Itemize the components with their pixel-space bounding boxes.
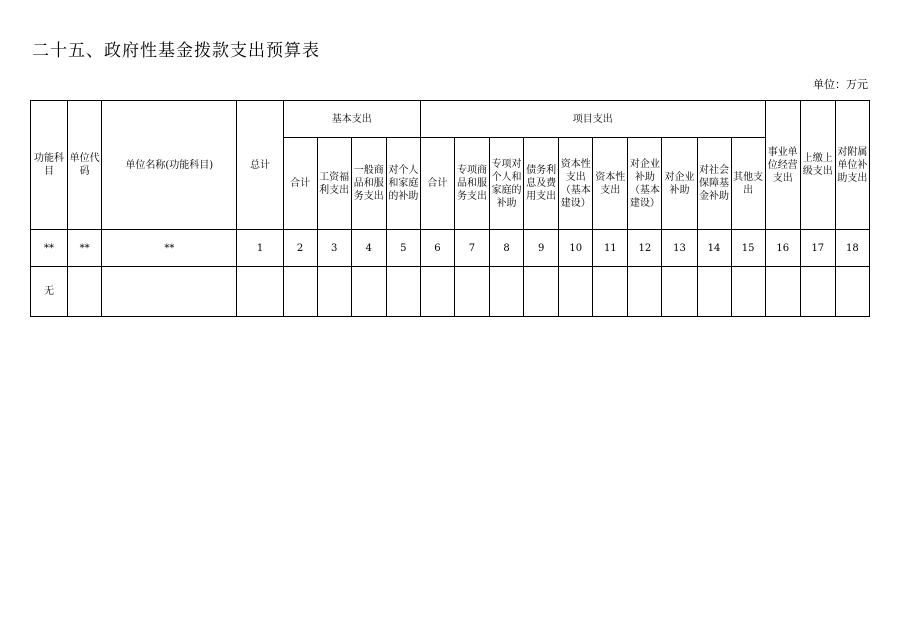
col-header-basic-personal: 对个人和家庭的补助	[386, 138, 420, 230]
data-cell	[765, 267, 800, 317]
index-cell: 17	[800, 230, 835, 267]
index-cell: 18	[835, 230, 869, 267]
index-cell: 15	[731, 230, 765, 267]
data-cell	[317, 267, 351, 317]
col-header-business: 事业单位经营支出	[765, 101, 800, 230]
data-cell	[351, 267, 386, 317]
index-cell: 16	[765, 230, 800, 267]
data-cell	[628, 267, 662, 317]
unit-label: 单位：万元	[813, 78, 868, 91]
col-header-project-goods: 专项商品和服务支出	[454, 138, 489, 230]
data-cell	[662, 267, 697, 317]
data-cell	[559, 267, 593, 317]
data-cell	[386, 267, 420, 317]
index-cell: 7	[454, 230, 489, 267]
data-cell: 无	[31, 267, 68, 317]
col-header-unit-code: 单位代码	[68, 101, 102, 230]
index-cell: 14	[697, 230, 731, 267]
index-cell: 13	[662, 230, 697, 267]
budget-table	[30, 100, 870, 317]
index-row	[31, 230, 870, 267]
index-cell: 9	[524, 230, 559, 267]
col-header-basic-salary: 工资福利支出	[317, 138, 351, 230]
page-title: 二十五、政府性基金拨款支出预算表	[32, 41, 320, 61]
data-cell	[697, 267, 731, 317]
index-cell: **	[102, 230, 237, 267]
data-cell	[454, 267, 489, 317]
group-header-basic: 基本支出	[283, 101, 420, 138]
col-header-project-debt: 债务利息及费用支出	[524, 138, 559, 230]
data-cell	[593, 267, 628, 317]
col-header-project-social-security: 对社会保障基金补助	[697, 138, 731, 230]
data-cell	[68, 267, 102, 317]
index-cell: 5	[386, 230, 420, 267]
index-cell: **	[31, 230, 68, 267]
data-cell	[237, 267, 283, 317]
data-cell	[490, 267, 524, 317]
data-cell	[102, 267, 237, 317]
col-header-basic-total: 合计	[283, 138, 317, 230]
col-header-project-capital: 资本性支出	[593, 138, 628, 230]
group-header-project: 项目支出	[420, 101, 765, 138]
index-cell: 4	[351, 230, 386, 267]
index-cell: 3	[317, 230, 351, 267]
col-header-project-enterprise-construction: 对企业补助（基本建设）	[628, 138, 662, 230]
data-cell	[420, 267, 454, 317]
data-cell	[524, 267, 559, 317]
index-cell: 11	[593, 230, 628, 267]
index-cell: 10	[559, 230, 593, 267]
col-header-basic-goods: 一般商品和服务支出	[351, 138, 386, 230]
data-cell	[283, 267, 317, 317]
col-header-unit-name: 单位名称(功能科目)	[102, 101, 237, 230]
col-header-total: 总计	[237, 101, 283, 230]
col-header-func-code: 功能科目	[31, 101, 68, 230]
data-cell	[800, 267, 835, 317]
col-header-project-enterprise: 对企业补助	[662, 138, 697, 230]
col-header-project-other: 其他支出	[731, 138, 765, 230]
index-cell: 1	[237, 230, 283, 267]
col-header-project-capital-construction: 资本性支出（基本建设）	[559, 138, 593, 230]
data-row	[31, 267, 870, 317]
index-cell: 6	[420, 230, 454, 267]
index-cell: 12	[628, 230, 662, 267]
data-cell	[835, 267, 869, 317]
col-header-project-personal: 专项对个人和家庭的补助	[490, 138, 524, 230]
col-header-upper: 上缴上级支出	[800, 101, 835, 230]
col-header-subsidy: 对附属单位补助支出	[835, 101, 869, 230]
data-cell	[731, 267, 765, 317]
header-row-1	[31, 101, 870, 138]
col-header-project-total: 合计	[420, 138, 454, 230]
index-cell: 8	[490, 230, 524, 267]
index-cell: 2	[283, 230, 317, 267]
index-cell: **	[68, 230, 102, 267]
